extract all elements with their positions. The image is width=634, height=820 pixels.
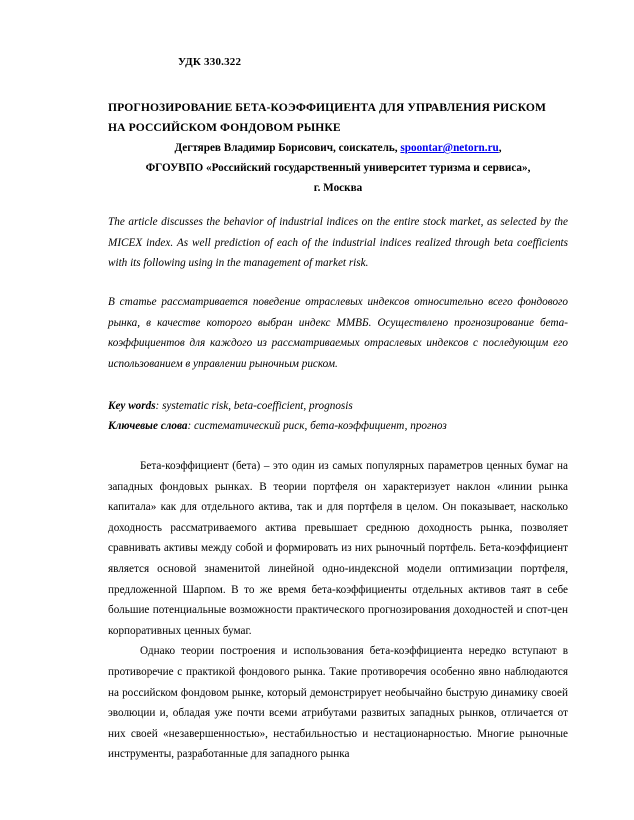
keywords-russian: [108, 416, 568, 436]
article-body: [108, 456, 568, 765]
article-title-line-1: ПРОГНОЗИРОВАНИЕ БЕТА-КОЭФФИЦИЕНТА ДЛЯ УПРАВЛЕНИЯ РИСКОМ: [108, 101, 547, 114]
article-title: [108, 98, 578, 138]
author-email-link[interactable]: spoontar@netorn.ru: [400, 142, 499, 154]
author-line-trailing: ,: [498, 142, 502, 154]
body-paragraph-2: Однако теории построения и использования бета-коэффициента нередко вступают в противоречие с практикой фондового рынка. Такие противоречия особенно явно наблюдаются на российском фондовом рынке, который демонстрирует необычайно быструю динамику своей эволюции и, обладая уже почти всеми атрибутами развитых западных рынков, отличается от них своей «незавершенностью», нестабильностью и нестационарностью. Многие рыночные инструменты, разработанные для западного рынка: [108, 645, 568, 761]
author-name: Дегтярев Владимир Борисович, соискатель,: [174, 142, 401, 154]
udk-code: УДК 330.322: [178, 56, 242, 68]
abstract-russian: В статье рассматривается поведение отраслевых индексов относительно всего фондового рынка, в качестве которого выбран индекс ММВБ. Осуществлено прогнозирование бета-коэффициентов для каждого из рассматриваемых отраслевых индексов с последующим его использованием в управлении рыночным риском.: [108, 296, 568, 370]
author-city: г. Москва: [313, 182, 363, 194]
keywords-english: [108, 396, 568, 416]
author-info: [108, 138, 568, 198]
author-line: [108, 138, 568, 158]
keywords-english-label: Key words: [108, 400, 156, 412]
keywords-english-text: : systematic risk, beta-coefficient, prognosis: [155, 400, 353, 412]
author-affiliation: ФГОУВПО «Российский государственный университет туризма и сервиса»,: [145, 162, 531, 174]
article-title-line-2: НА РОССИЙСКОМ ФОНДОВОМ РЫНКЕ: [108, 121, 341, 134]
abstract-english: The article discusses the behavior of industrial indices on the entire stock market, as selected by the MICEX index. As well prediction of each of the industrial indices realized through beta coefficients with its following using in the management of market risk.: [108, 216, 568, 269]
body-paragraph-1: Бета-коэффициент (бета) – это один из самых популярных параметров ценных бумаг на западных фондовых рынках. В теории портфеля он характеризует наклон «линии рынка капитала» как для отдельного актива, так и для портфеля в целом. Он показывает, насколько доходность рассматриваемого актива превышает среднюю доходность рынка, позволяет сравнивать активы между собой и формировать из них рыночный портфель. Бета-коэффициент является основой знаменитой линейной одно-индексной модели оптимизации портфеля, предложенной Шарпом. В то же время бета-коэффициенты отдельных активов таят в себе большие потенциальные возможности практического прогнозирования доходностей и спот-цен корпоративных ценных бумаг.: [108, 460, 568, 637]
keywords-russian-label: Ключевые слова: [108, 420, 188, 432]
keywords-russian-text: : систематический риск, бета-коэффициент, прогноз: [187, 420, 447, 432]
